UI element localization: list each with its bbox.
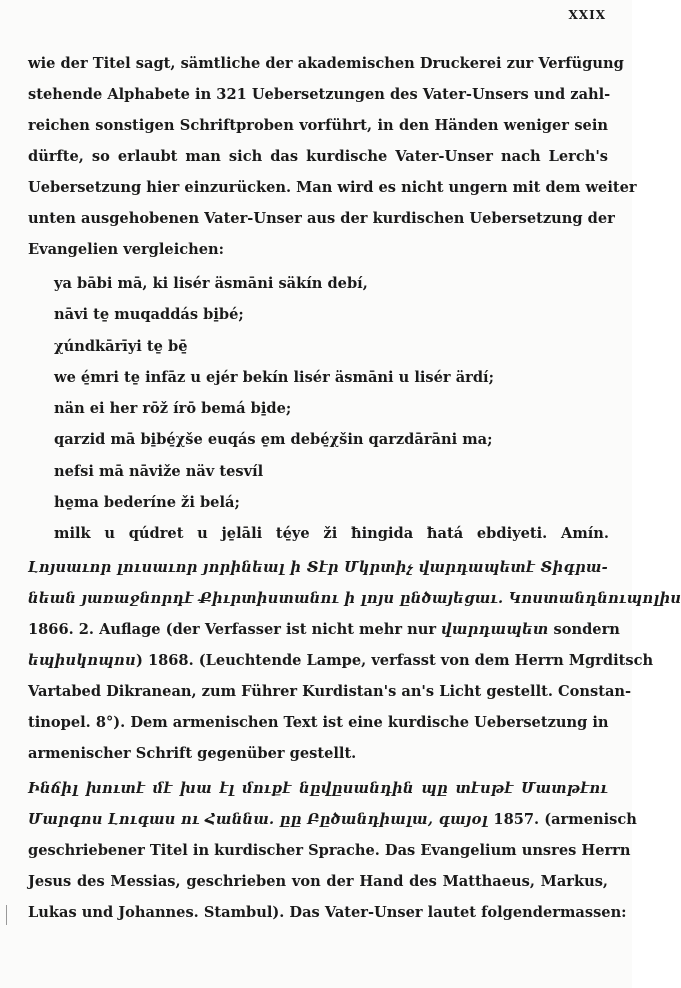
margin-mark [6,905,7,925]
text-line: Jesus des Messias, geschrieben von der Hand des Matthaeus, Markus, [28,873,608,890]
armenian-word: Մարգոս Լուգաս ու Հաննա. ըը Բըծանդիալա, գայօլ [28,811,494,828]
armenian-title-line: Լոյսաւոր լուսաւոր յորինեալ ի Տէր Մկրտիչ վարդապետէ Տիգրա- [28,559,608,576]
page-number: XXIX [568,8,606,22]
verse-line: nāvi te̱ muqaddás bi̱bé; [54,306,244,324]
text-segment: 1857. (armenisch [493,811,637,828]
armenian-title-line: Ինճիլ խուտէ մէ խա էլ մուքէ նըվըսանդին պը տէսթէ Մատթէու [28,780,608,797]
paragraph-armenian-entry [28,552,681,769]
verse-line: he̱ma bederíne ži belá; [54,494,240,512]
verse-line: qarzid mā bi̱bé̱χše euqás e̱m debé̱χšin qarzdārāni ma; [54,431,493,449]
text-line: Vartabed Dikranean, zum Führer Kurdistan's an's Licht gestellt. Constan- [28,683,632,700]
text-line: stehende Alphabete in 321 Uebersetzungen des Vater-Unsers und zahl- [28,86,611,103]
kurdish-prayer-verse [54,268,614,550]
text-line: wie der Titel sagt, sämtliche der akademischen Druckerei zur Verfügung [28,55,624,72]
verse-line: ya bābi mā, ki lisér äsmāni säkín debí, [54,275,368,292]
verse-line: nän ei her rōž írō bemá bi̱de; [54,400,292,418]
text-line [28,645,654,676]
verse-line: χúndkārīyi te̱ bē̱ [54,337,188,355]
text-line: geschriebener Titel in kurdischer Sprache. Das Evangelium unsres Herrn [28,842,631,859]
text-line [28,804,637,835]
text-line: unten ausgehobenen Vater-Unser aus der kurdischen Uebersetzung der [28,210,615,227]
text-line: Evangelien vergleichen: [28,241,225,258]
paragraph-intro [28,48,637,265]
text-line: dürfte, so erlaubt man sich das kurdische Vater-Unser nach Lerch's [28,148,608,165]
text-segment: sondern [548,621,620,638]
text-line: tinopel. 8°). Dem armenischen Text ist eine kurdische Uebersetzung in [28,714,609,731]
verse-line: nefsi mā nāvižе näv tesvíl [54,462,264,480]
text-segment: 1866. 2. Auflage (der Verfasser ist nicht mehr nur [28,621,442,638]
armenian-word: վարդապետ [441,621,549,638]
text-segment: ) 1868. (Leuchtende Lampe, verfasst von dem Herrn Mgrditsch [135,652,654,669]
paragraph-gospel-entry [28,773,637,928]
verse-line: milk u qúdret u je̱lāli té̱ye ži ħingida ħatá ebdiyeti. Amín. [54,525,609,543]
armenian-title-line: նեան յառաջնորդէ Քիւրտիստանու ի լոյս ընծայեցաւ. Կոստանդնուպոլիս [28,590,681,607]
text-line: Lukas und Johannes. Stambul). Das Vater-Unser lautet folgendermassen: [28,904,627,921]
text-line: reichen sonstigen Schriftproben vorführt, in den Händen weniger sein [28,117,608,134]
text-line [28,614,620,645]
text-line: armenischer Schrift gegenüber gestellt. [28,745,357,762]
verse-line: we é̱mri te̱ infāz u ejér bekín lisér äsmāni u lisér ärdí; [54,368,494,386]
armenian-word: եպիսկոպոս [28,652,136,669]
text-line: Uebersetzung hier einzurücken. Man wird es nicht ungern mit dem weiter [28,179,637,196]
